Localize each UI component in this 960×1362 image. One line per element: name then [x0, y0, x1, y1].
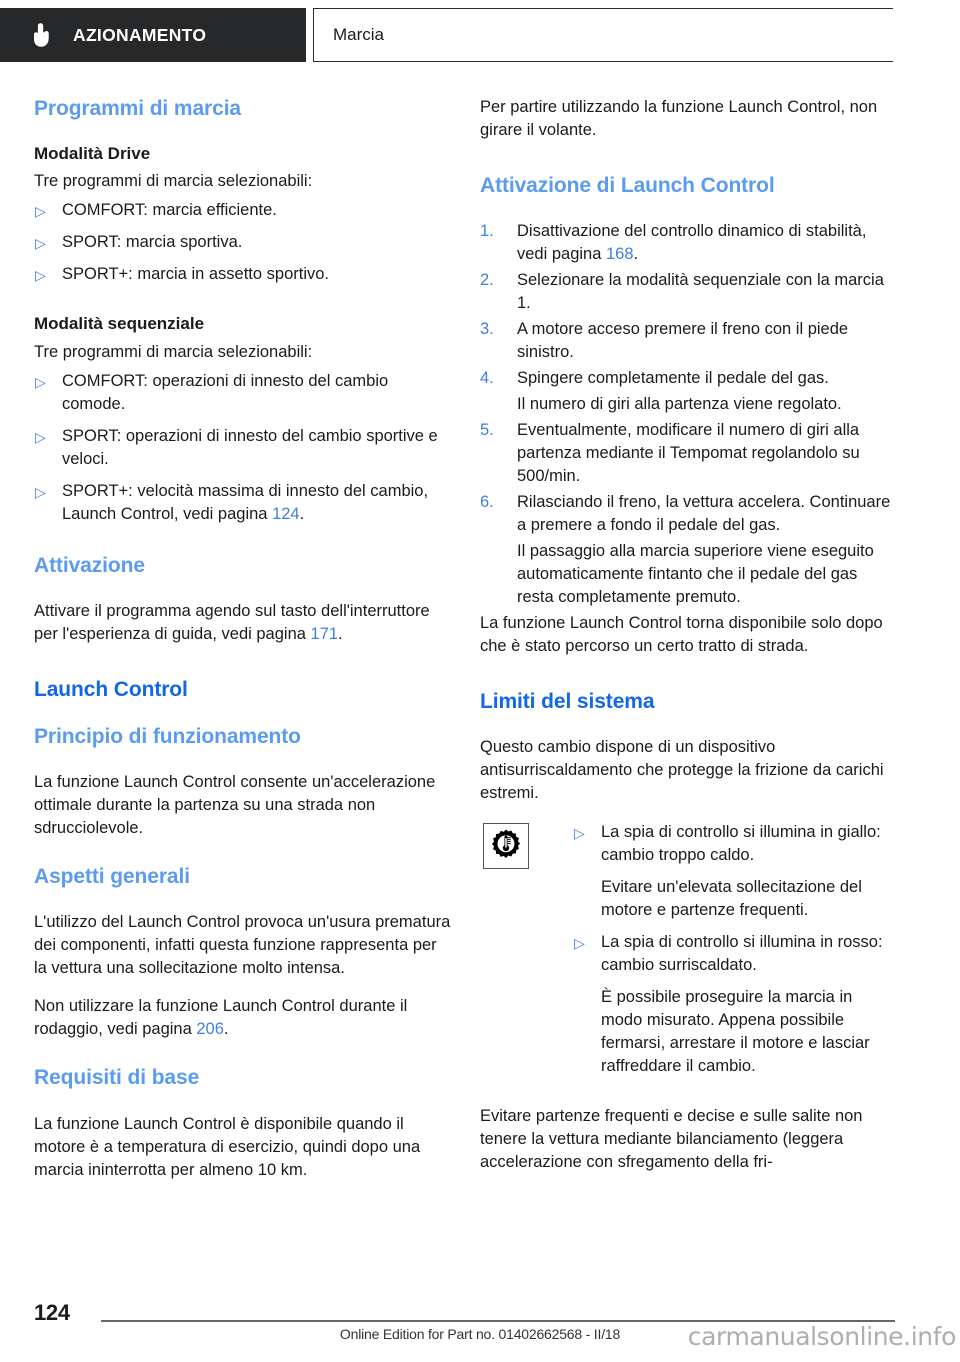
- heading-principio-funzionamento: Principio di funzionamento: [34, 725, 301, 749]
- heading-modalita-drive: Modalità Drive: [34, 144, 151, 164]
- step-number: 4.: [480, 369, 494, 388]
- aspetti-text-2-pre: Non utilizzare la funzione Launch Control durante il rodaggio, vedi pagina: [34, 997, 408, 1039]
- limiti-text: Questo cambio dispone di un dispositivo antisurriscaldamento che protegge la frizione da carichi estremi.: [480, 738, 884, 803]
- list-item: [34, 370, 452, 416]
- aspetti-text-2: [34, 995, 452, 1041]
- triangle-bullet-icon: ▷: [35, 235, 46, 252]
- drive-modes-list: [34, 199, 452, 286]
- launch-control-steps-list: [480, 220, 898, 390]
- step-text-suffix: .: [633, 245, 639, 264]
- page-reference[interactable]: 171: [310, 624, 339, 643]
- heading-modalita-sequenziale: Modalità sequenziale: [34, 314, 205, 334]
- page-number: 124: [34, 1300, 70, 1325]
- seq-intro: Tre programmi di marcia selezionabili:: [34, 342, 313, 361]
- warning-list-1: [573, 821, 898, 867]
- list-item: [480, 419, 898, 488]
- list-item: [34, 263, 452, 286]
- warning-list-2: [573, 931, 898, 977]
- page-footer: [0, 1282, 960, 1362]
- aspetti-text: L'utilizzo del Launch Control provoca un'usura prematura dei componenti, infatti questa funzione rappresenta per la vettura una sollecitazione molto intensa.: [34, 913, 451, 978]
- list-item-label: COMFORT: operazioni di innesto del cambio comode.: [62, 371, 389, 413]
- heading-aspetti-generali: Aspetti generali: [34, 865, 190, 889]
- heading-attivazione: Attivazione: [34, 553, 145, 577]
- list-item: [573, 931, 898, 977]
- section-chip: [0, 8, 306, 62]
- triangle-bullet-icon: ▷: [35, 428, 46, 445]
- triangle-bullet-icon: ▷: [574, 825, 585, 842]
- step-text: Rilasciando il freno, la vettura accelera. Continuare a premere a fondo il pedale del gas.: [517, 493, 891, 535]
- list-item-label: SPORT: marcia sportiva.: [62, 233, 243, 252]
- list-item-label: La spia di controllo si illumina in rosso: cambio surriscaldato.: [601, 933, 883, 975]
- heading-limiti-del-sistema: Limiti del sistema: [480, 690, 655, 714]
- list-item: [34, 480, 452, 526]
- step-text: Eventualmente, modificare il numero di giri alla partenza mediante il Tempomat regolandolo su 500/min.: [517, 421, 860, 486]
- list-item-label: SPORT+: velocità massima di innesto del cambio, Launch Control, vedi pagina: [62, 481, 429, 523]
- list-item: [480, 220, 898, 266]
- edition-note: Online Edition for Part no. 01402662568 - II/18: [339, 1326, 621, 1342]
- list-item: [480, 269, 898, 315]
- page-header: [0, 8, 960, 64]
- pointing-hand-icon: [30, 21, 54, 49]
- closing-text: La funzione Launch Control torna disponibile solo dopo che è stato percorso un certo tratto di strada.: [480, 614, 883, 656]
- page-title: Programmi di marcia: [34, 97, 242, 120]
- step-text: Spingere completamente il pedale del gas.: [517, 369, 829, 388]
- list-item: [480, 367, 898, 390]
- list-item-label: SPORT: operazioni di innesto del cambio sportive e veloci.: [62, 426, 438, 468]
- step-note-after-4: Il numero di giri alla partenza viene regolato.: [517, 395, 842, 414]
- triangle-bullet-icon: ▷: [35, 267, 46, 284]
- sequential-modes-list: [34, 370, 452, 526]
- step-number: 6.: [480, 493, 494, 512]
- attivazione-text-post: .: [338, 624, 343, 643]
- list-item: [34, 425, 452, 471]
- right-intro-text: Per partire utilizzando la funzione Launch Control, non girare il volante.: [480, 98, 878, 139]
- triangle-bullet-icon: ▷: [35, 203, 46, 220]
- section-chip-label: AZIONAMENTO: [73, 24, 207, 45]
- warning-note-2: È possibile proseguire la marcia in modo misurato. Appena possibile fermarsi, arrestare il motore e lasciar raffreddare il cambio.: [601, 988, 870, 1076]
- left-column: [34, 96, 452, 1188]
- list-item-suffix: .: [299, 504, 305, 523]
- list-item: [573, 821, 898, 867]
- requisiti-text: La funzione Launch Control è disponibile quando il motore è a temperatura di esercizio, quindi dopo una marcia ininterrotta per almeno 10 km.: [34, 1114, 421, 1179]
- list-item-label: COMFORT: marcia efficiente.: [62, 201, 277, 220]
- step-number: 1.: [480, 222, 494, 241]
- page-reference[interactable]: 206: [196, 1020, 224, 1039]
- attivazione-text: [34, 600, 452, 646]
- triangle-bullet-icon: ▷: [35, 483, 46, 500]
- warning-icon-block: [480, 821, 898, 1078]
- heading-launch-control: Launch Control: [34, 677, 188, 701]
- page-reference[interactable]: 168: [606, 245, 634, 264]
- list-item-label: SPORT+: marcia in assetto sportivo.: [62, 265, 330, 284]
- warning-note-1: Evitare un'elevata sollecitazione del motore e partenze frequenti.: [601, 878, 862, 920]
- final-text: Evitare partenze frequenti e decise e sulle salite non tenere la vettura mediante bilanciamento (leggera accelerazione con sfregamento della fri-: [480, 1107, 863, 1172]
- launch-control-steps-list-2: [480, 419, 898, 537]
- breadcrumb: [313, 8, 893, 62]
- list-item: [480, 491, 898, 537]
- step-note-after-6: Il passaggio alla marcia superiore viene eseguito automaticamente fintanto che il pedale del gas resta completamente premuto.: [517, 542, 874, 607]
- gear-thermometer-icon: [483, 823, 529, 869]
- triangle-bullet-icon: ▷: [35, 373, 46, 390]
- attivazione-text-pre: Attivare il programma agendo sul tasto dell'interruttore per l'esperienza di guida, vedi pagina: [34, 601, 430, 643]
- list-item: [34, 231, 452, 254]
- right-column: [480, 96, 898, 1180]
- step-text: A motore acceso premere il freno con il piede sinistro.: [517, 320, 849, 362]
- watermark: carmanualsonline.info: [687, 1322, 956, 1351]
- list-item: [34, 199, 452, 222]
- principio-text: La funzione Launch Control consente un'accelerazione ottimale durante la partenza su una strada non sdrucciolevole.: [34, 773, 436, 838]
- step-number: 5.: [480, 421, 494, 440]
- step-number: 3.: [480, 320, 494, 339]
- page-reference[interactable]: 124: [272, 504, 300, 523]
- drive-intro: Tre programmi di marcia selezionabili:: [34, 172, 313, 191]
- step-number: 2.: [480, 271, 494, 290]
- aspetti-text-2-post: .: [223, 1020, 229, 1039]
- breadcrumb-label: Marcia: [333, 25, 385, 44]
- list-item: [480, 318, 898, 364]
- triangle-bullet-icon: ▷: [574, 935, 585, 952]
- heading-requisiti-di-base: Requisiti di base: [34, 1066, 200, 1090]
- step-text: Disattivazione del controllo dinamico di stabilità, vedi pagina: [517, 222, 867, 264]
- heading-attivazione-launch-control: Attivazione di Launch Control: [480, 174, 775, 197]
- step-text: Selezionare la modalità sequenziale con la marcia 1.: [517, 271, 884, 313]
- list-item-label: La spia di controllo si illumina in giallo: cambio troppo caldo.: [601, 823, 881, 865]
